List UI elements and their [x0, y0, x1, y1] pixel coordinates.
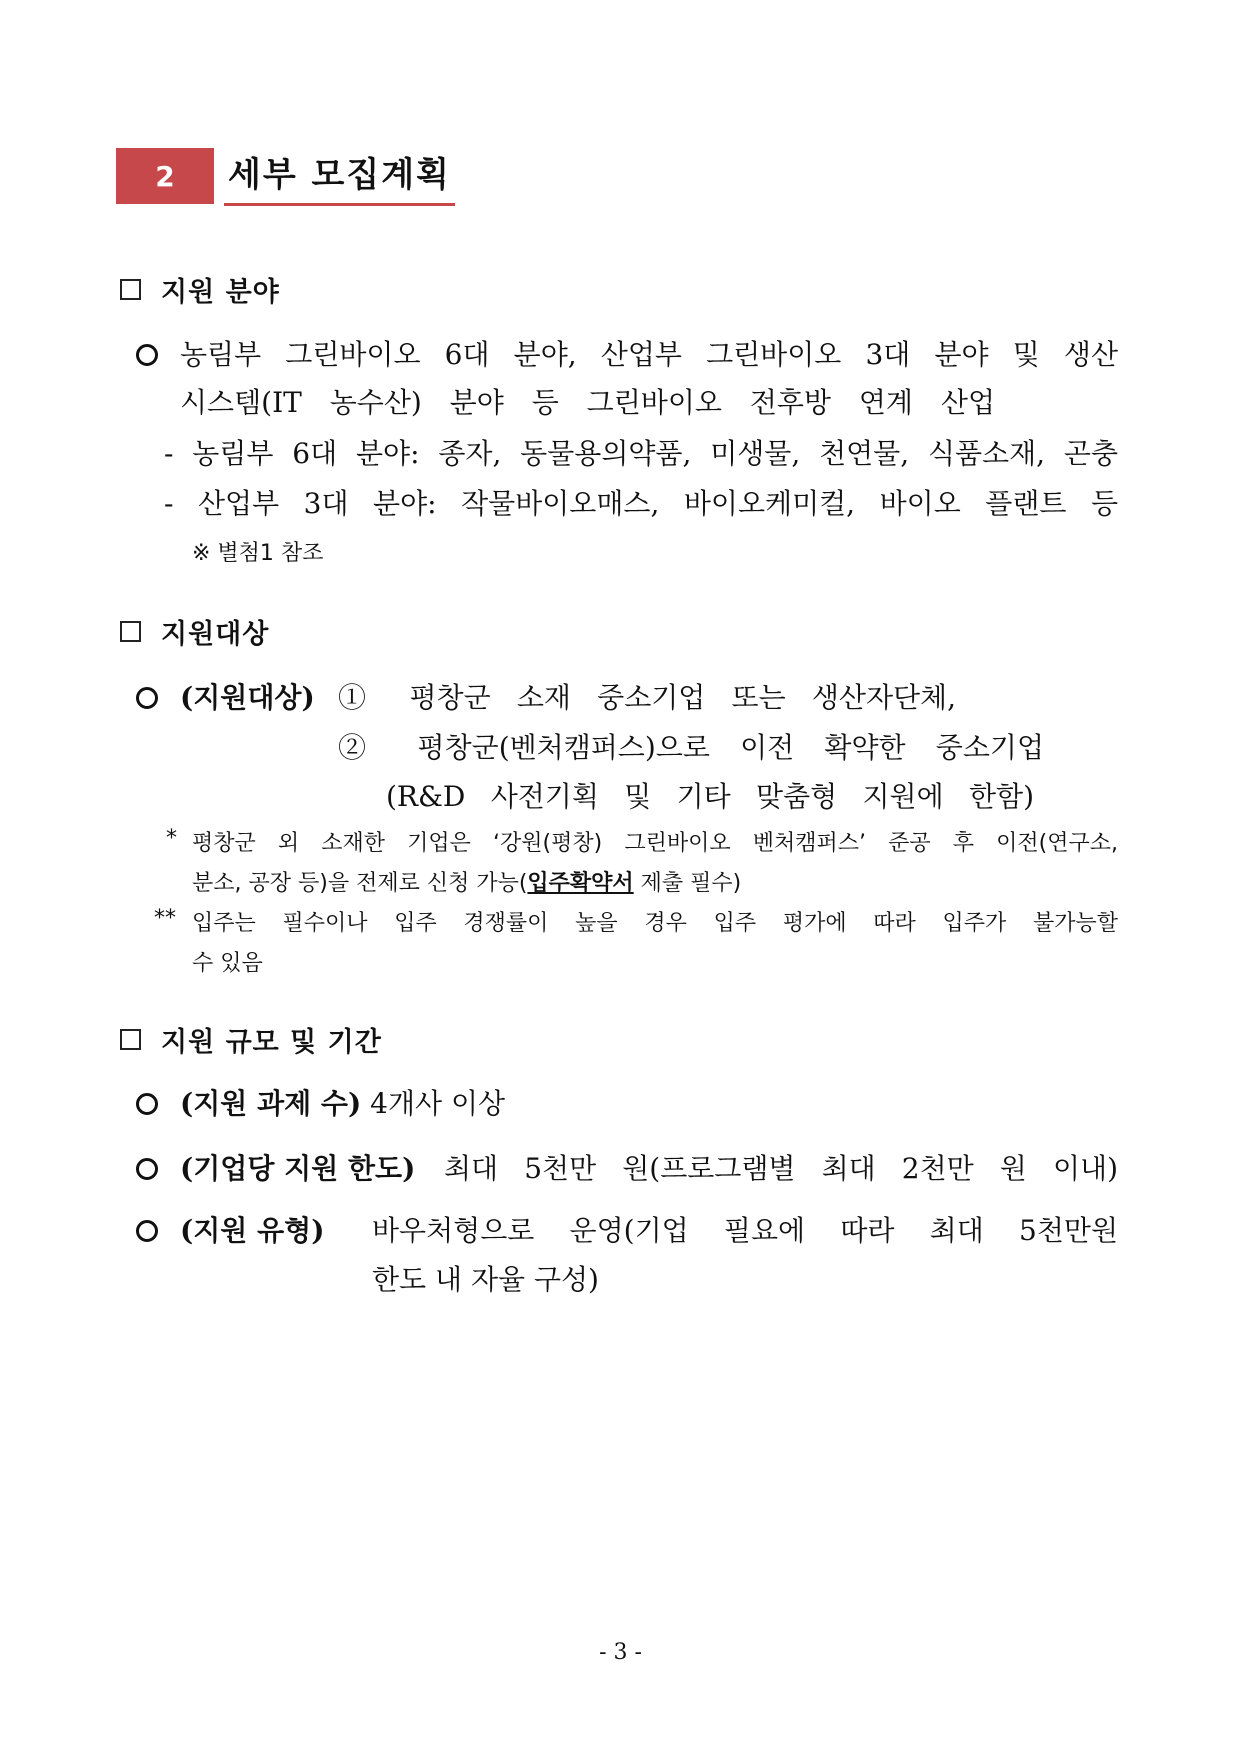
subheading-target — [120, 612, 269, 651]
target-option2-note: (R&D 사전기획 및 기타 맞춤형 지원에 한함) — [386, 780, 1034, 813]
section-title: 세부 모집계획 — [224, 153, 455, 206]
subheading-scale-text: 지원 규모 및 기간 — [161, 1027, 382, 1058]
field-dash2: - 산업부 3대 분야: 작물바이오매스, 바이오케미컬, 바이오 플랜트 등 — [164, 487, 1118, 520]
note1-line2 — [192, 866, 741, 897]
scale-item2-label: (기업당 지원 한도) — [180, 1152, 416, 1185]
scale-item3-label: (지원 유형) — [180, 1214, 325, 1247]
subheading-field-text: 지원 분야 — [161, 277, 280, 308]
checkbox-square-icon — [120, 279, 141, 300]
checkbox-square-icon — [120, 1029, 141, 1050]
field-dash1: - 농림부 6대 분야: 종자, 동물용의약품, 미생물, 천연물, 식품소재, 곤충 — [164, 437, 1118, 470]
target-option2: ② 평창군(벤처캠퍼스)으로 이전 확약한 중소기업 — [338, 731, 1044, 764]
subheading-target-text: 지원대상 — [161, 619, 270, 650]
subheading-field — [120, 270, 280, 309]
note2-mark: ** — [154, 906, 176, 931]
note1-mark: * — [166, 826, 177, 851]
page-number: - 3 - — [599, 1640, 642, 1665]
note1-emphasis: 입주확약서 — [527, 871, 634, 896]
note1-line2-a: 분소, 공장 등)을 전제로 신청 가능( — [192, 871, 528, 896]
checkbox-square-icon — [120, 621, 141, 642]
target-option1: ① 평창군 소재 중소기업 또는 생산자단체, — [338, 681, 956, 714]
circle-bullet-icon — [134, 338, 162, 366]
field-item-line2: 시스템(IT 농수산) 분야 등 그린바이오 전후방 연계 산업 — [180, 386, 995, 419]
circle-bullet-icon — [134, 1087, 162, 1115]
field-item-line1: 농림부 그린바이오 6대 분야, 산업부 그린바이오 3대 분야 및 생산 — [180, 338, 1118, 371]
circle-bullet-icon — [134, 1214, 162, 1242]
section-number-badge: 2 — [116, 148, 214, 204]
note2-line1: 입주는 필수이나 입주 경쟁률이 높을 경우 입주 평가에 따라 입주가 불가능할 — [192, 911, 1118, 936]
scale-item1 — [180, 1082, 505, 1122]
scale-item3-line2: 한도 내 자율 구성) — [372, 1263, 599, 1296]
field-reference-note: ※ 별첨1 참조 — [192, 541, 324, 566]
note1-line2-c: 제출 필수) — [633, 871, 742, 896]
circle-bullet-icon — [134, 681, 162, 709]
target-label: (지원대상) — [180, 681, 315, 714]
note1-line1: 평창군 외 소재한 기업은 ‘강원(평창) 그린바이오 벤처캠퍼스’ 준공 후 이전(연구소, — [192, 831, 1118, 856]
section-header — [116, 148, 455, 204]
scale-item2-text: 최대 5천만 원(프로그램별 최대 2천만 원 이내) — [444, 1152, 1118, 1185]
circle-bullet-icon — [134, 1152, 162, 1180]
subheading-scale — [120, 1020, 382, 1059]
scale-item1-label: (지원 과제 수) — [180, 1087, 362, 1120]
scale-item1-text: 4개사 이상 — [370, 1087, 506, 1120]
note2-line2: 수 있음 — [192, 951, 263, 976]
scale-item3-line1: 바우처형으로 운영(기업 필요에 따라 최대 5천만원 — [372, 1214, 1118, 1247]
